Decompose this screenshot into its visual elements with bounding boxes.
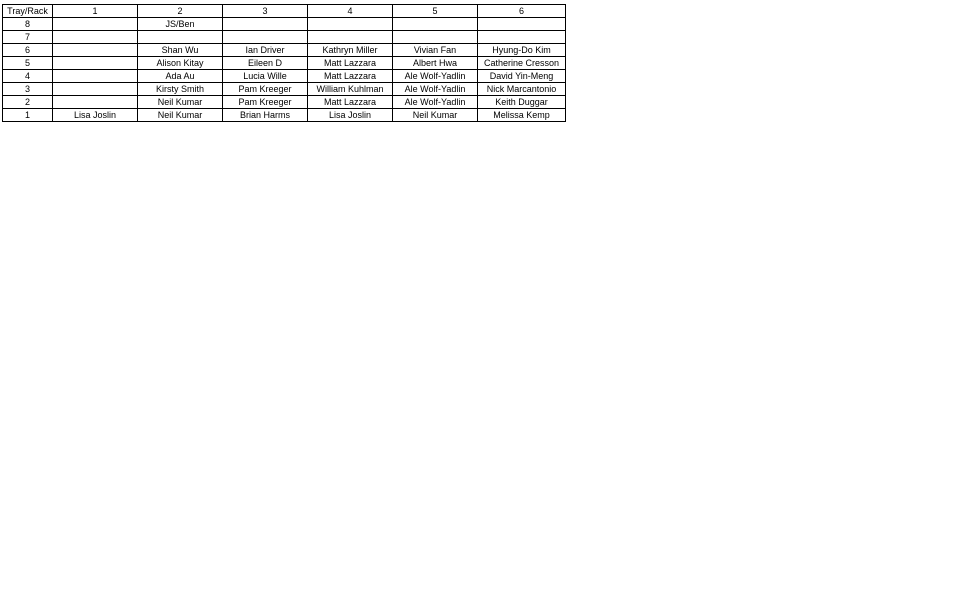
table-cell[interactable]: [223, 18, 308, 31]
table-cell[interactable]: Neil Kumar: [393, 109, 478, 122]
table-cell[interactable]: Catherine Cresson: [478, 57, 566, 70]
table-cell[interactable]: [53, 57, 138, 70]
table-cell[interactable]: Keith Duggar: [478, 96, 566, 109]
table-cell[interactable]: Matt Lazzara: [308, 70, 393, 83]
table-cell[interactable]: Lucia Wille: [223, 70, 308, 83]
table-row: [3, 44, 566, 57]
table-cell[interactable]: Lisa Joslin: [308, 109, 393, 122]
table-body: [3, 5, 566, 122]
table-cell[interactable]: [478, 31, 566, 44]
row-header: 6: [3, 44, 53, 57]
row-header: 5: [3, 57, 53, 70]
table-cell[interactable]: Matt Lazzara: [308, 96, 393, 109]
table-cell[interactable]: Vivian Fan: [393, 44, 478, 57]
column-header-3: 3: [223, 5, 308, 18]
table-cell[interactable]: Alison Kitay: [138, 57, 223, 70]
table-cell[interactable]: Melissa Kemp: [478, 109, 566, 122]
table-row: [3, 96, 566, 109]
table-cell[interactable]: [53, 31, 138, 44]
column-header-2: 2: [138, 5, 223, 18]
table-cell[interactable]: Ada Au: [138, 70, 223, 83]
table-cell[interactable]: Eileen D: [223, 57, 308, 70]
row-header: 4: [3, 70, 53, 83]
tray-rack-table: [2, 4, 566, 122]
table-row: [3, 83, 566, 96]
table-cell[interactable]: Ian Driver: [223, 44, 308, 57]
table-cell[interactable]: Ale Wolf-Yadlin: [393, 70, 478, 83]
table-cell[interactable]: Kathryn Miller: [308, 44, 393, 57]
table-cell[interactable]: Lisa Joslin: [53, 109, 138, 122]
row-header: 8: [3, 18, 53, 31]
table-cell[interactable]: Shan Wu: [138, 44, 223, 57]
column-header-6: 6: [478, 5, 566, 18]
table-cell[interactable]: JS/Ben: [138, 18, 223, 31]
table-row: [3, 18, 566, 31]
table-cell[interactable]: David Yin-Meng: [478, 70, 566, 83]
table-cell[interactable]: Pam Kreeger: [223, 83, 308, 96]
table-cell[interactable]: Ale Wolf-Yadlin: [393, 83, 478, 96]
table-cell[interactable]: Matt Lazzara: [308, 57, 393, 70]
table-cell[interactable]: [308, 18, 393, 31]
row-header: 1: [3, 109, 53, 122]
table-cell[interactable]: [53, 44, 138, 57]
table-cell[interactable]: [393, 18, 478, 31]
table-cell[interactable]: [478, 18, 566, 31]
table-cell[interactable]: [393, 31, 478, 44]
column-header-1: 1: [53, 5, 138, 18]
table-cell[interactable]: William Kuhlman: [308, 83, 393, 96]
table-row: [3, 109, 566, 122]
table-cell[interactable]: Albert Hwa: [393, 57, 478, 70]
table-cell[interactable]: [53, 18, 138, 31]
table-cell[interactable]: Pam Kreeger: [223, 96, 308, 109]
corner-header-cell: Tray/Rack: [3, 5, 53, 18]
row-header: 2: [3, 96, 53, 109]
table-row: [3, 70, 566, 83]
table-row: [3, 57, 566, 70]
spreadsheet-area: [0, 0, 566, 122]
table-cell[interactable]: Hyung-Do Kim: [478, 44, 566, 57]
column-header-4: 4: [308, 5, 393, 18]
table-cell[interactable]: Nick Marcantonio: [478, 83, 566, 96]
table-header-row: [3, 5, 566, 18]
table-cell[interactable]: [53, 83, 138, 96]
table-row: [3, 31, 566, 44]
table-cell[interactable]: [223, 31, 308, 44]
table-cell[interactable]: Kirsty Smith: [138, 83, 223, 96]
table-cell[interactable]: Neil Kumar: [138, 96, 223, 109]
table-cell[interactable]: [53, 70, 138, 83]
table-cell[interactable]: Ale Wolf-Yadlin: [393, 96, 478, 109]
table-cell[interactable]: Neil Kumar: [138, 109, 223, 122]
table-cell[interactable]: [308, 31, 393, 44]
column-header-5: 5: [393, 5, 478, 18]
table-cell[interactable]: Brian Harms: [223, 109, 308, 122]
table-cell[interactable]: [53, 96, 138, 109]
table-cell[interactable]: [138, 31, 223, 44]
row-header: 3: [3, 83, 53, 96]
row-header: 7: [3, 31, 53, 44]
